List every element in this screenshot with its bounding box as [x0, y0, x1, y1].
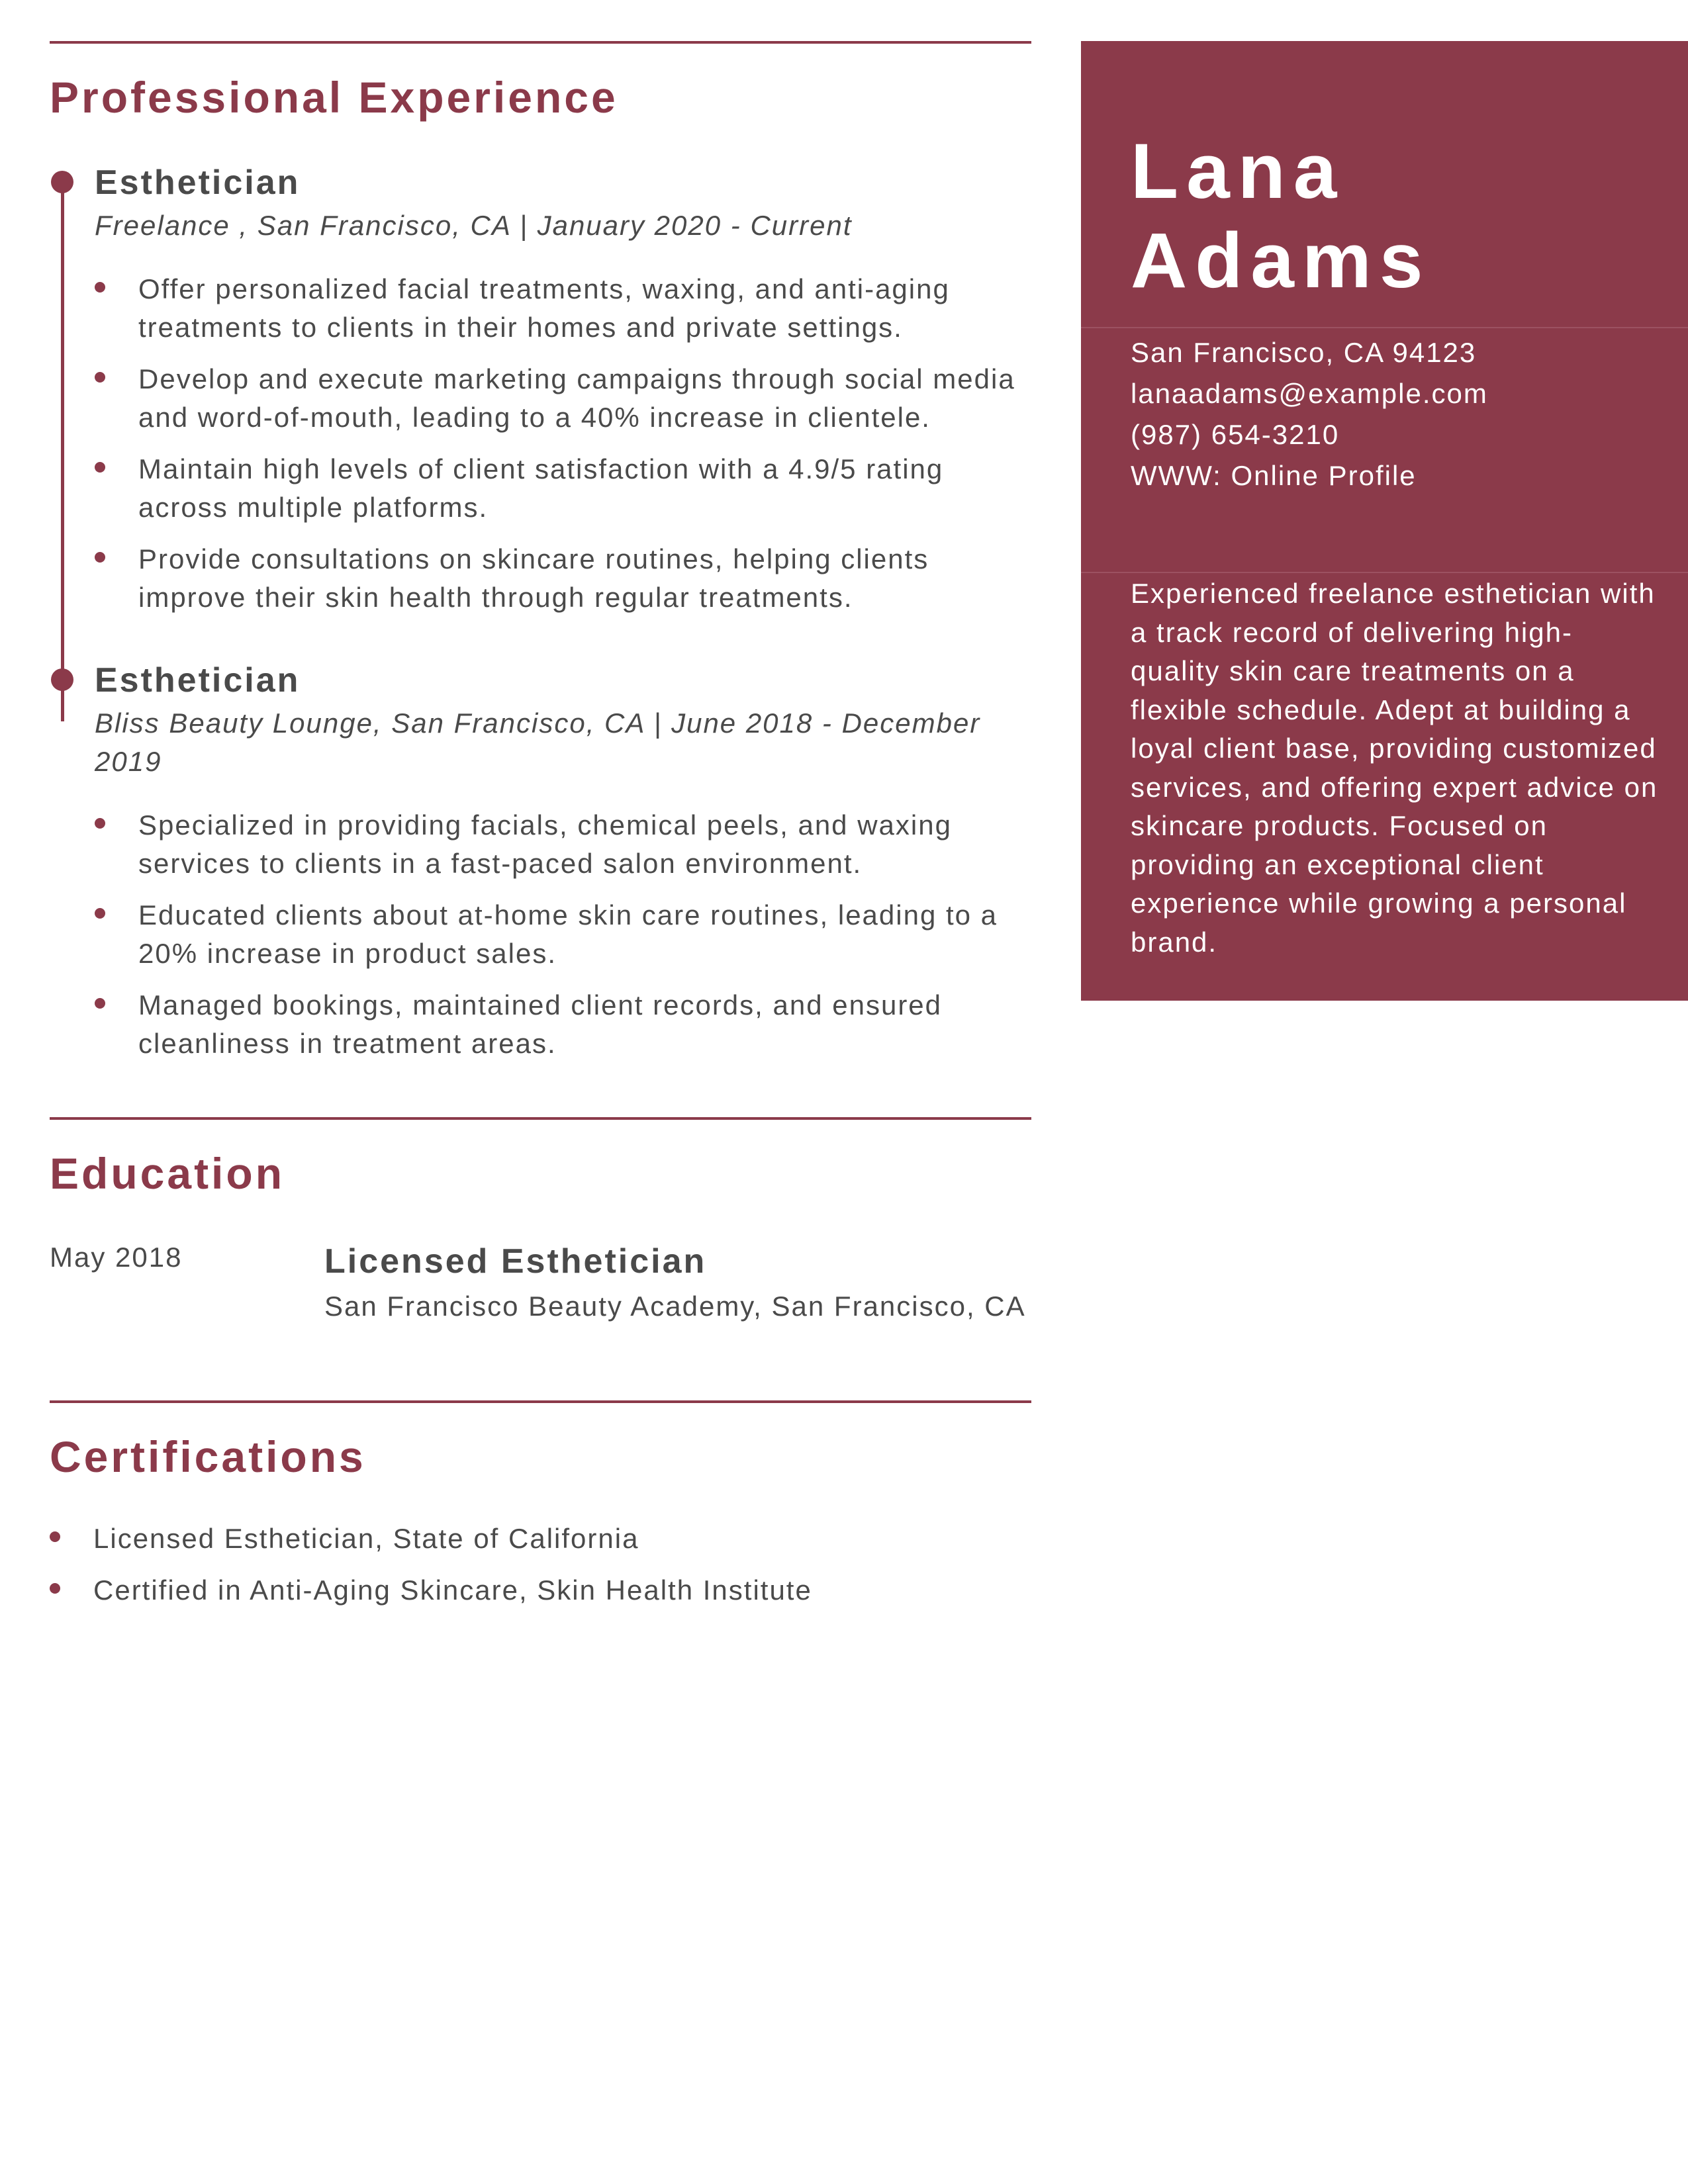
certifications-heading: Certifications [50, 1432, 366, 1481]
education-school: San Francisco Beauty Academy, San Francisco, CA [324, 1291, 1026, 1322]
timeline-dot-icon [51, 171, 73, 193]
job-bullet: Provide consultations on skincare routines, helping clients improve their skin health through regular treatments. [95, 540, 1031, 617]
job-title: Esthetician [95, 163, 301, 202]
section-divider [50, 1400, 1031, 1403]
certifications-list [50, 1520, 1031, 1610]
professional-summary: Experienced freelance esthetician with a track record of delivering high-quality skin care treatments on a flexible schedule. Adept at building a loyal client base, providing customized services, and offering expert advice on skincare products. Focused on providing an exceptional client experience while growing a personal brand. [1131, 578, 1658, 958]
job-bullets [95, 270, 1031, 617]
timeline-dot-icon [51, 668, 73, 691]
job-title: Esthetician [95, 661, 301, 700]
bullet-dot-icon [95, 462, 105, 473]
last-name: Adams [1131, 217, 1431, 304]
certification-item: Certified in Anti-Aging Skincare, Skin Health Institute [50, 1571, 1031, 1610]
job-bullet: Managed bookings, maintained client records, and ensured cleanliness in treatment areas. [95, 986, 1031, 1063]
panel-divider [1081, 572, 1688, 573]
job-bullet: Offer personalized facial treatments, waxing, and anti-aging treatments to clients in their homes and private settings. [95, 270, 1031, 347]
bullet-dot-icon [50, 1531, 60, 1542]
experience-timeline [50, 165, 1031, 1063]
education-details [324, 1244, 1026, 1322]
bullet-dot-icon [50, 1583, 60, 1594]
job-entry [50, 165, 1031, 617]
job-bullets [95, 806, 1031, 1063]
job-bullet: Specialized in providing facials, chemical peels, and waxing services to clients in a fast-paced salon environment. [95, 806, 1031, 883]
education-entry [50, 1242, 1031, 1347]
bullet-dot-icon [95, 818, 105, 829]
contact-website-link[interactable]: WWW: Online Profile [1131, 460, 1417, 491]
bullet-dot-icon [95, 998, 105, 1009]
section-divider [50, 41, 1031, 44]
education-degree: Licensed Esthetician [324, 1242, 707, 1281]
job-meta: Freelance , San Francisco, CA | January 2020 - Current [95, 210, 853, 241]
experience-heading: Professional Experience [50, 73, 618, 122]
contact-phone: (987) 654-3210 [1131, 419, 1340, 450]
section-divider [50, 1117, 1031, 1120]
profile-panel [1081, 41, 1688, 1001]
bullet-dot-icon [95, 908, 105, 919]
bullet-dot-icon [95, 372, 105, 383]
candidate-name [1131, 127, 1430, 306]
contact-info [1131, 332, 1488, 496]
bullet-dot-icon [95, 282, 105, 293]
contact-address: San Francisco, CA 94123 [1131, 337, 1477, 368]
education-heading: Education [50, 1149, 285, 1198]
contact-email[interactable]: lanaadams@example.com [1131, 378, 1488, 409]
job-meta: Bliss Beauty Lounge, San Francisco, CA | June 2018 - December 2019 [95, 707, 981, 777]
job-bullet: Educated clients about at-home skin care routines, leading to a 20% increase in product sales. [95, 896, 1031, 973]
certification-item: Licensed Esthetician, State of California [50, 1520, 1031, 1558]
job-bullet: Maintain high levels of client satisfaction with a 4.9/5 rating across multiple platforms. [95, 450, 1031, 527]
main-column [50, 41, 1031, 1623]
bullet-dot-icon [95, 552, 105, 563]
education-date: May 2018 [50, 1242, 183, 1273]
job-entry [50, 663, 1031, 1063]
panel-divider [1081, 327, 1688, 328]
first-name: Lana [1131, 128, 1345, 215]
job-bullet: Develop and execute marketing campaigns through social media and word-of-mouth, leading to a 40% increase in clientele. [95, 360, 1031, 437]
